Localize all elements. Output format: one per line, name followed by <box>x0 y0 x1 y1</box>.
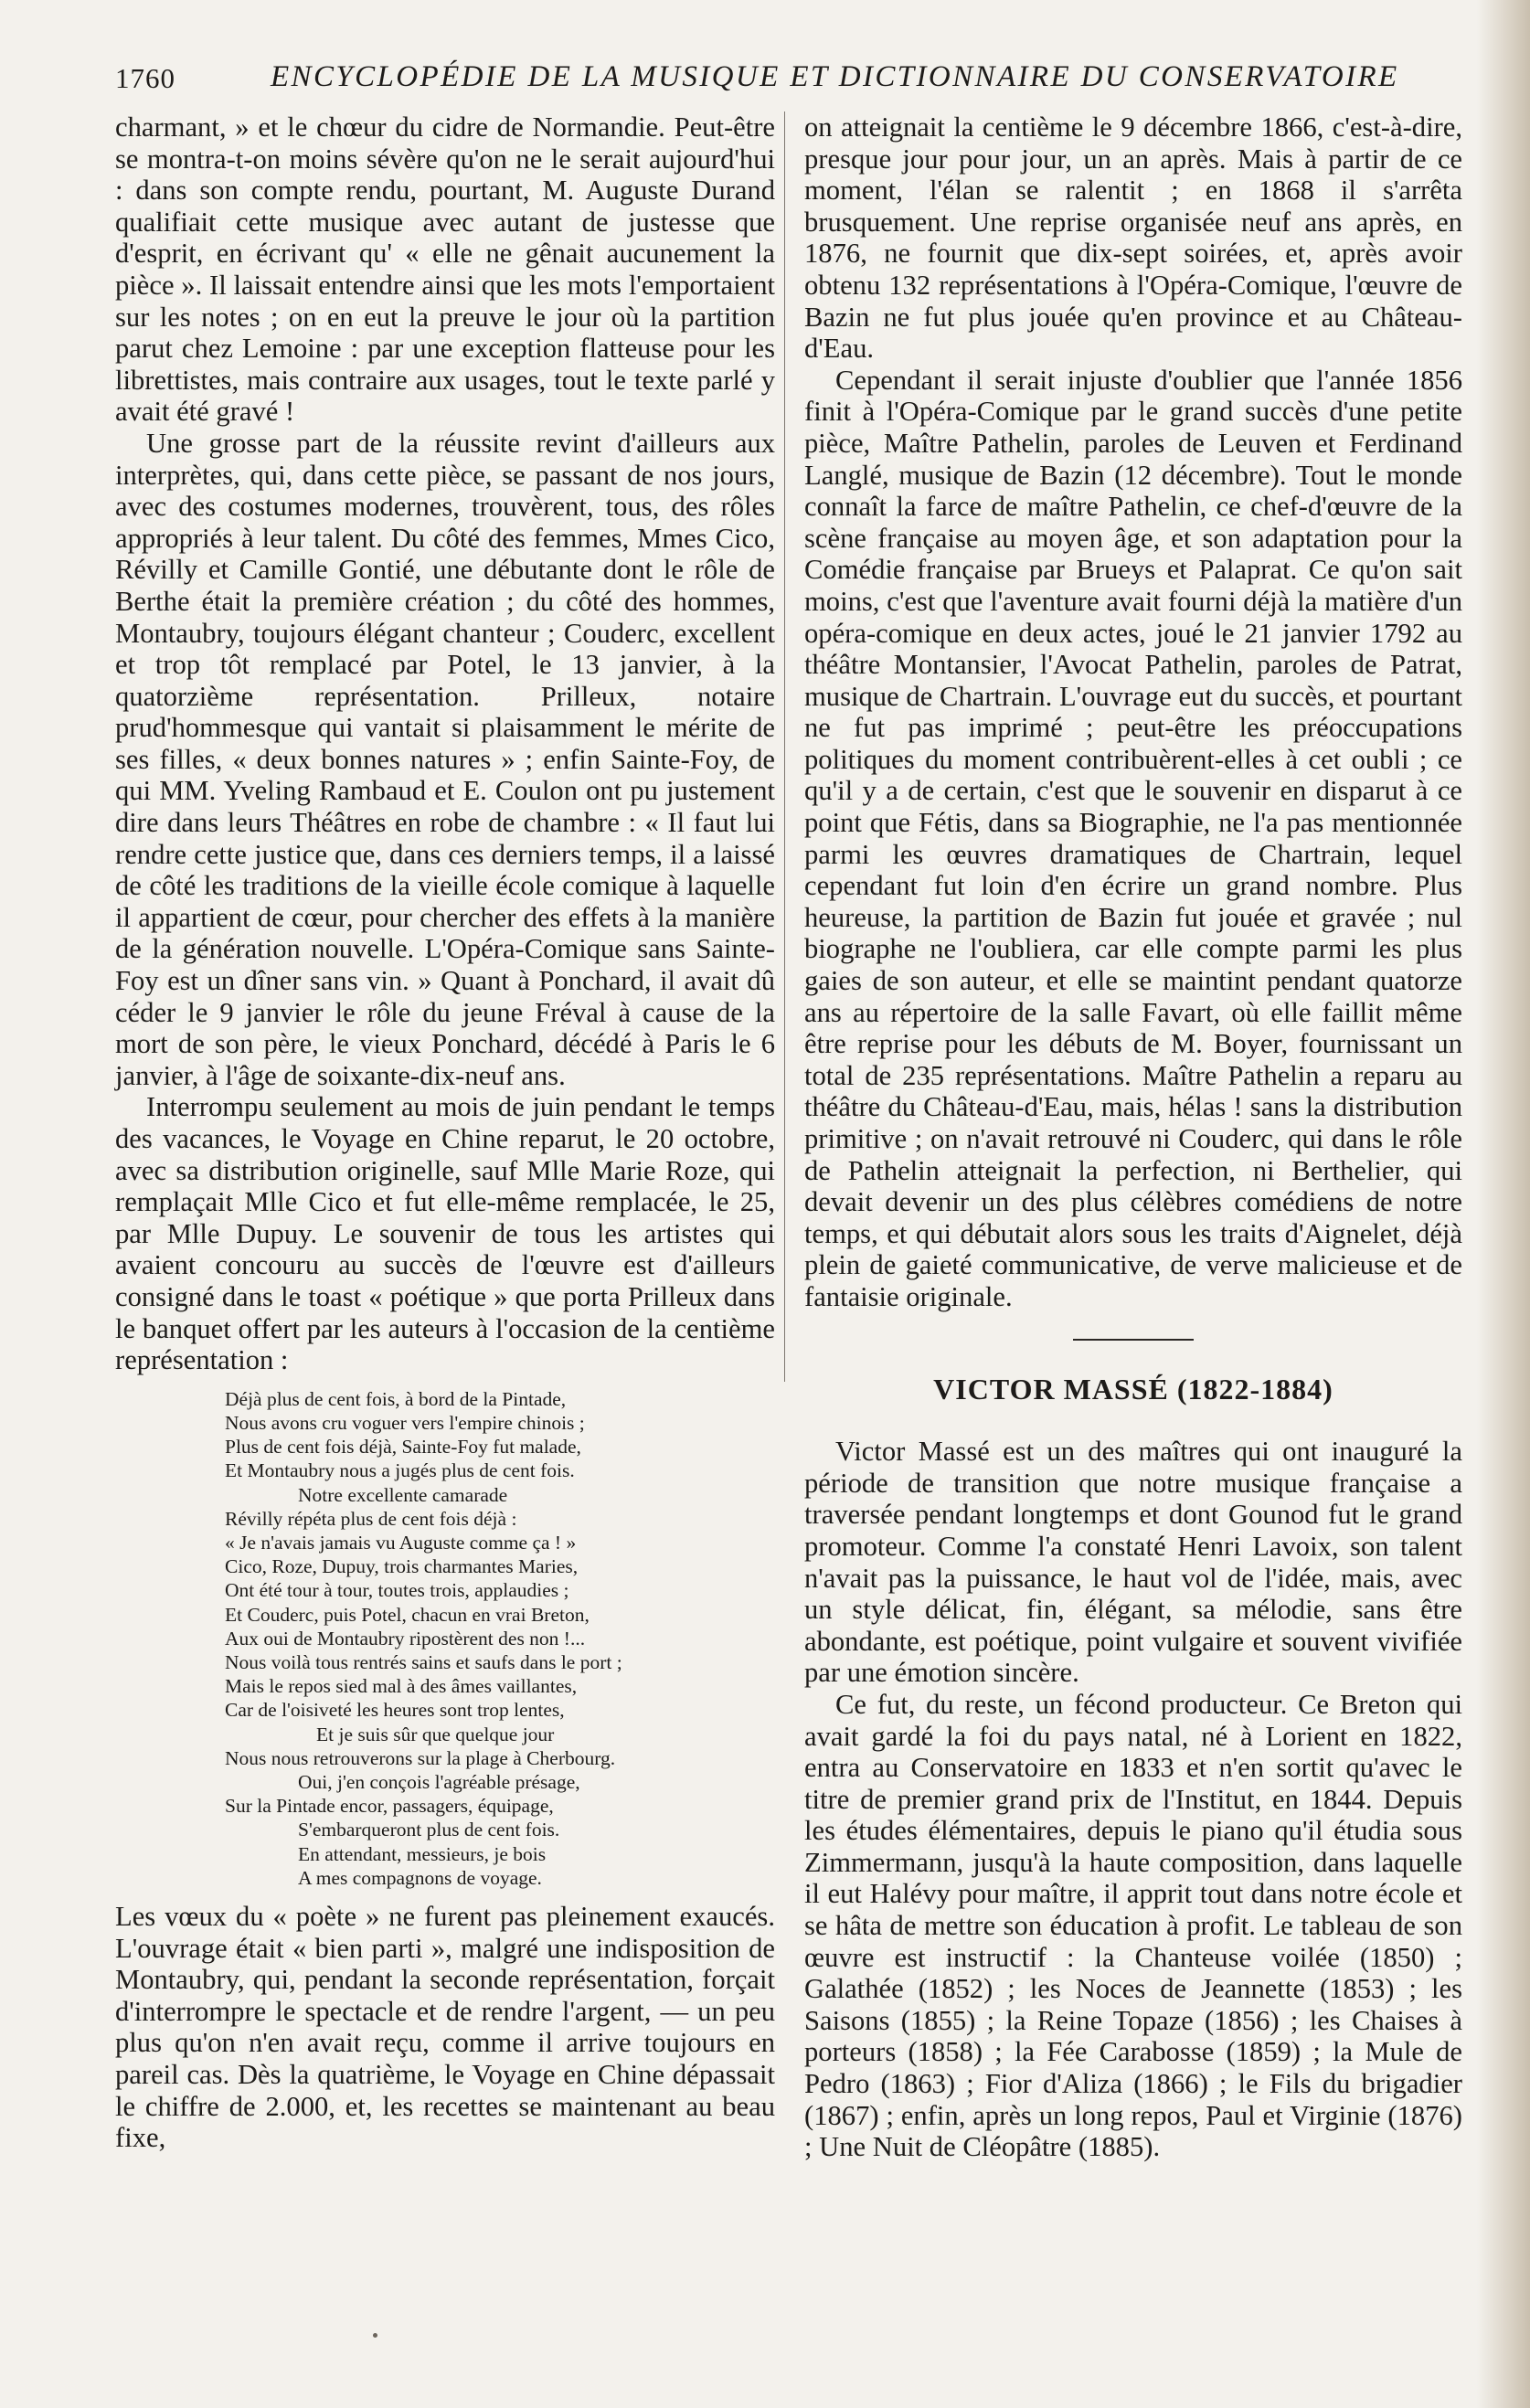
poem-line: Révilly répéta plus de cent fois déjà : <box>225 1507 517 1530</box>
poem-line: Nous nous retrouverons sur la plage à Cherbourg. <box>225 1746 616 1769</box>
paragraph: Les vœux du « poète » ne furent pas pleinement exaucés. L'ouvrage était « bien parti », malgré une indisposition de Montaubry, qui, pendant la seconde représentation, forçait d'interrompre le spectacle et de rendre l'argent, — un peu plus qu'on n'en avait reçu, comme il arrive toujours en pareil cas. Dès la quatrième, le Voyage en Chine dépassait le chiffre de 2.000, et, les recettes se maintenant au beau fixe, <box>115 1901 775 2154</box>
poem-line: Mais le repos sied mal à des âmes vaillantes, <box>225 1675 578 1698</box>
poem-line: Ont été tour à tour, toutes trois, applaudies ; <box>225 1579 569 1602</box>
left-column <box>115 111 775 2154</box>
poem-line: En attendant, messieurs, je bois <box>298 1842 547 1865</box>
print-speck <box>373 2333 377 2338</box>
paragraph: Cependant il serait injuste d'oublier que l'année 1856 finit à l'Opéra-Comique par le grand succès d'une petite pièce, Maître Pathelin, paroles de Leuven et Ferdinand Langlé, musique de Bazin (12 décembre). Tout le monde connaît la farce de maître Pathelin, ce chef-d'œuvre de la scène française au moyen âge, et son adaptation pour la Comédie française par Brueys et Palaprat. Ce qu'on sait moins, c'est que l'aventure avait fourni déjà la matière d'un opéra-comique en deux actes, joué le 21 janvier 1792 au théâtre Montansier, l'Avocat Pathelin, paroles de Patrat, musique de Chartrain. L'ouvrage eut du succès, et pourtant ne fut pas imprimé ; peut-être les préoccupations politiques du moment contribuèrent-elles à cet oubli ; ce qu'il y a de certain, c'est que le souvenir en disparut à ce point que Fétis, dans sa Biographie, ne l'a pas mentionnée parmi les œuvres dramatiques de Chartrain, lequel cependant fut loin d'en écrire un grand nombre. Plus heureuse, la partition de Bazin fut jouée et gravée ; nul biographe ne l'oubliera, car elle compte parmi les plus gaies de son auteur, et elle se maintint pendant quatorze ans au répertoire de la salle Favart, où elle faillit même être reprise pour les débuts de M. Boyer, fournissant un total de 235 représentations. Maître Pathelin a reparu au théâtre du Château-d'Eau, mais, hélas ! sans la distribution primitive ; on n'avait retrouvé ni Couderc, qui dans le rôle de Pathelin atteignait la perfection, ni Berthelier, qui devait devenir un des plus célèbres comédiens de notre temps, et qui débutait alors sous les traits d'Aignelet, déjà plein de gaieté communicative, de verve malicieuse et de fantaisie originale. <box>804 364 1462 1312</box>
poem-line: Nous avons cru voguer vers l'empire chinois ; <box>225 1411 585 1434</box>
poem-line: Aux oui de Montaubry ripostèrent des non !... <box>225 1627 586 1650</box>
paragraph: Ce fut, du reste, un fécond producteur. Ce Breton qui avait gardé la foi du pays natal, né à Lorient en 1822, entra au Conservatoire en 1833 et n'en sortit qu'avec le titre de premier grand prix de l'Institut, en 1844. Depuis les études élémentaires, depuis le piano qu'il étudia sous Zimmermann, jusqu'à la haute composition, dans laquelle il eut Halévy pour maître, il apprit tout dans notre école et se hâta de mettre son éducation à profit. Le tableau de son œuvre est instructif : la Chanteuse voilée (1850) ; Galathée (1852) ; les Noces de Jeannette (1853) ; les Saisons (1855) ; la Reine Topaze (1856) ; les Chaises à porteurs (1858) ; la Fée Carabosse (1859) ; la Mule de Pedro (1863) ; Fior d'Aliza (1866) ; le Fils du brigadier (1867) ; enfin, après un long repos, Paul et Virginie (1876) ; Une Nuit de Cléopâtre (1885). <box>804 1688 1462 2163</box>
paragraph: charmant, » et le chœur du cidre de Normandie. Peut-être se montra-t-on moins sévère qu'on ne le serait aujourd'hui : dans son compte rendu, pourtant, M. Auguste Durand qualifiait cette musique avec autant de justesse que d'esprit, en écrivant qu' « elle ne gênait aucunement la pièce ». Il laissait entendre ainsi que les mots l'emportaient sur les notes ; on en eut la preuve le jour où la partition parut chez Lemoine : par une exception flatteuse pour les librettistes, mais contraire aux usages, tout le texte parlé y avait été gravé ! <box>115 111 775 428</box>
page-number: 1760 <box>115 62 175 94</box>
poem-line: A mes compagnons de voyage. <box>298 1866 542 1889</box>
poem-line: Notre excellente camarade <box>298 1483 508 1506</box>
poem-line: Déjà plus de cent fois, à bord de la Pintade, <box>225 1387 567 1410</box>
section-rule <box>1073 1339 1194 1341</box>
paragraph: on atteignait la centième le 9 décembre 1866, c'est-à-dire, presque jour pour jour, un an après. Mais à partir de ce moment, l'élan se ralentit ; en 1868 il s'arrêta brusquement. Une reprise organisée neuf ans après, en 1876, ne fournit que dix-sept soirées, et, après avoir obtenu 132 représentations à l'Opéra-Comique, l'œuvre de Bazin ne fut plus jouée qu'en province et au Château-d'Eau. <box>804 111 1462 365</box>
poem-line: Et Couderc, puis Potel, chacun en vrai Breton, <box>225 1603 590 1626</box>
poem-line: Sur la Pintade encor, passagers, équipage, <box>225 1795 554 1818</box>
poem-line: Nous voilà tous rentrés sains et saufs dans le port ; <box>225 1650 622 1673</box>
page-edge-shadow <box>1477 0 1530 2408</box>
column-divider <box>784 111 785 1382</box>
paragraph: Interrompu seulement au mois de juin pendant le temps des vacances, le Voyage en Chine reparut, le 20 octobre, avec sa distribution originelle, sauf Mlle Marie Roze, qui remplaçait Mlle Cico et fut elle-même remplacée, le 25, par Mlle Dupuy. Le souvenir de tous les artistes qui avaient concouru au succès de l'œuvre est d'ailleurs consigné dans le toast « poétique » que porta Prilleux dans le banquet offert par les auteurs à l'occasion de la centième représentation : <box>115 1091 775 1376</box>
poem-line: Oui, j'en conçois l'agréable présage, <box>298 1771 580 1793</box>
poem-line: Plus de cent fois déjà, Sainte-Foy fut malade, <box>225 1436 581 1459</box>
section-title: VICTOR MASSÉ (1822-1884) <box>933 1372 1333 1406</box>
poem-line: Cico, Roze, Dupuy, trois charmantes Maries, <box>225 1555 579 1578</box>
poem-line: « Je n'avais jamais vu Auguste comme ça ! » <box>225 1531 577 1554</box>
poem-line: Et je suis sûr que quelque jour <box>316 1723 555 1745</box>
running-header <box>115 60 1399 97</box>
poem-line: S'embarqueront plus de cent fois. <box>298 1819 560 1841</box>
right-column <box>804 111 1462 2163</box>
toast-poem <box>225 1387 775 1890</box>
running-title: ENCYCLOPÉDIE DE LA MUSIQUE ET DICTIONNAIRE DU CONSERVATOIRE <box>271 60 1399 93</box>
paragraph: Une grosse part de la réussite revint d'ailleurs aux interprètes, qui, dans cette pièce, se passant de nos jours, avec des costumes modernes, trouvèrent, tous, des rôles appropriés à leur talent. Du côté des femmes, Mmes Cico, Révilly et Camille Gontié, une débutante dont le rôle de Berthe était la première création ; du côté des hommes, Montaubry, toujours élégant chanteur ; Couderc, excellent et trop tôt remplacé par Potel, le 13 janvier, à la quatorzième représentation. Prilleux, notaire prud'hommesque qui vantait si plaisamment le mérite de ses filles, « deux bonnes natures » ; enfin Sainte-Foy, de qui MM. Yveling Rambaud et E. Coulon ont pu justement dire dans leurs Théâtres en robe de chambre : « Il faut lui rendre cette justice que, dans ces derniers temps, il a laissé de côté les traditions de la vieille école comique à laquelle il appartient de cœur, pour chercher des effets à la manière de la génération nouvelle. L'Opéra-Comique sans Sainte-Foy est un dîner sans vin. » Quant à Ponchard, il avait dû céder le 9 janvier le rôle du jeune Fréval à cause de la mort de son père, le vieux Ponchard, décédé à Paris le 6 janvier, à l'âge de soixante-dix-neuf ans. <box>115 427 775 1091</box>
poem-line: Et Montaubry nous a jugés plus de cent fois. <box>225 1459 575 1482</box>
poem-line: Car de l'oisiveté les heures sont trop lentes, <box>225 1699 565 1722</box>
paragraph: Victor Massé est un des maîtres qui ont inauguré la période de transition que notre musique française a traversée pendant longtemps et dont Gounod fut le grand promoteur. Comme l'a constaté Henri Lavoix, son talent n'avait pas la puissance, le haut vol de l'idée, mais, avec un style délicat, fin, élégant, sa mélodie, sans être abondante, est poétique, point vulgaire et souvent vivifiée par une émotion sincère. <box>804 1436 1462 1689</box>
